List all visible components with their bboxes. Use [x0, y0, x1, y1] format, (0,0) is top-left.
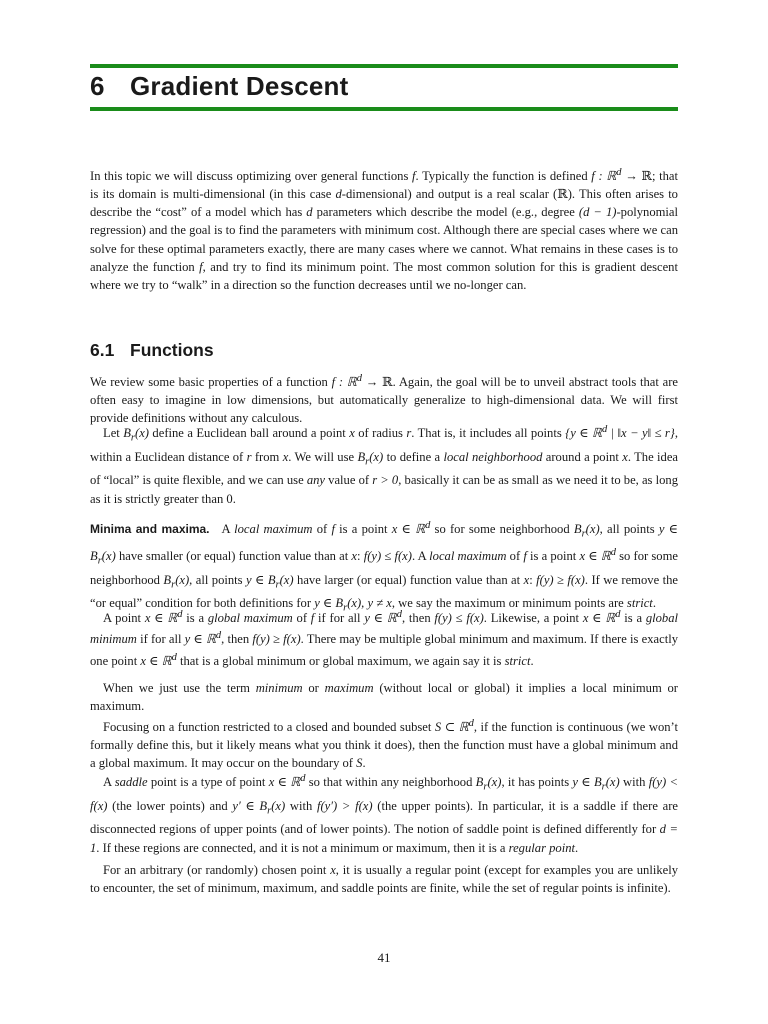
section-heading [90, 340, 214, 361]
section-number: 6.1 [90, 340, 115, 360]
chapter-rule-top [90, 64, 678, 68]
page-number: 41 [377, 950, 391, 965]
functions-paragraph-2: Let $B_r(x)$ define a Euclidean ball around a point x of radius r. That is, it includes all points {y ∈ ℝ$^d$ | ‖x − y‖ ≤ r}, within a Euclidean distance of r from x. We will use $B_r(x)$ to define a local neighborhood around a point x. The idea of “local” is quite flexible, and we can use any value of r > 0, basically it can be as small as we need it to be, as long as it is strictly greater than 0. [90, 424, 679, 506]
intro-paragraph: In this topic we will discuss optimizing over general functions f. Typically the function is defined f : ℝ$^d$ → ℝ; that is its domain is multi-dimensional (in this case d-dimensional) and output is a real scalar (ℝ). This often arises to describe the “cost” of a model which has d parameters which describe the model (e.g., degree (d − 1)-polynomial regression) and the goal is to find the parameters with minimum cost. Although there are special cases where we can solve for these optimal parameters exactly, there are many cases where we cannot. What remains in these cases is to analyze the function f, and try to find its minimum point. The most common solution for this is gradient descent where we try to “walk” in a direction so the function decreases until we no-longer can. [90, 167, 679, 292]
chapter-title: Gradient Descent [130, 71, 349, 101]
section-title: Functions [130, 340, 214, 360]
minima-maxima-heading: Minima and maxima. [90, 522, 210, 537]
chapter-rule-bottom [90, 107, 678, 111]
chapter-number: 6 [90, 71, 105, 101]
saddle-point-paragraph: A saddle point is a type of point x ∈ ℝ$^d$ so that within any neighborhood $B_r(x)$, it has points y ∈ $B_r(x)$ with f(y) < f(x) (the lower points) and y′ ∈ $B_r(x)$ with f(y′) > f(x) (the upper points). In particular, it is a saddle if there are disconnected regions of upper points (and of lower points). The notion of saddle point is defined differently for d = 1. If these regions are connected, and it is not a minimum or maximum, then it is a regular point. [90, 773, 678, 855]
minimum-maximum-term-paragraph: When we just use the term minimum or maximum (without local or global) it implies a local minimum or maximum. [90, 681, 678, 714]
regular-point-paragraph: For an arbitrary (or randomly) chosen point x, it is usually a regular point (except for examples you are unlikely to encounter, the set of minimum, maximum, and saddle points are finite, while the set of regular points is infinite). [90, 863, 679, 896]
chapter-heading [90, 71, 349, 102]
functions-paragraph-1: We review some basic properties of a function f : ℝ$^d$ → ℝ. Again, the goal will be to unveil abstract tools that are often easy to imagine in low dimensions, but automatically generalize to high-dimensional data. We will first provide definitions without any calculous. [90, 373, 678, 426]
bounded-subset-paragraph: Focusing on a function restricted to a closed and bounded subset S ⊂ ℝ$^d$, if the function is continuous (we won’t formally define this, but it likely means what you think it does), then the function must have a global minimum and a global maximum. It may occur on the boundary of S. [90, 718, 679, 771]
minima-maxima-paragraph: Minima and maxima. A local maximum of f is a point x ∈ ℝ$^d$ so for some neighborhood $B_r(x)$, all points y ∈ $B_r(x)$ have smaller (or equal) function value than at x: f(y) ≤ f(x). A local maximum of f is a point x ∈ ℝ$^d$ so for some neighborhood $B_r(x)$, all points y ∈ $B_r(x)$ have larger (or equal) function value than at x: f(y) ≥ f(x). If we remove the “or equal” condition for both definitions for y ∈ $B_r(x)$, y ≠ x, we say the maximum or minimum points are strict. [90, 520, 678, 614]
global-extrema-paragraph: A point x ∈ ℝ$^d$ is a global maximum of f if for all y ∈ ℝ$^d$, then f(y) ≤ f(x). Likewise, a point x ∈ ℝ$^d$ is a global minimum if for all y ∈ ℝ$^d$, then f(y) ≥ f(x). There may be multiple global minimum and maximum. If there is exactly one point x ∈ ℝ$^d$ that is a global minimum or global maximum, we again say it is strict. [90, 609, 678, 668]
